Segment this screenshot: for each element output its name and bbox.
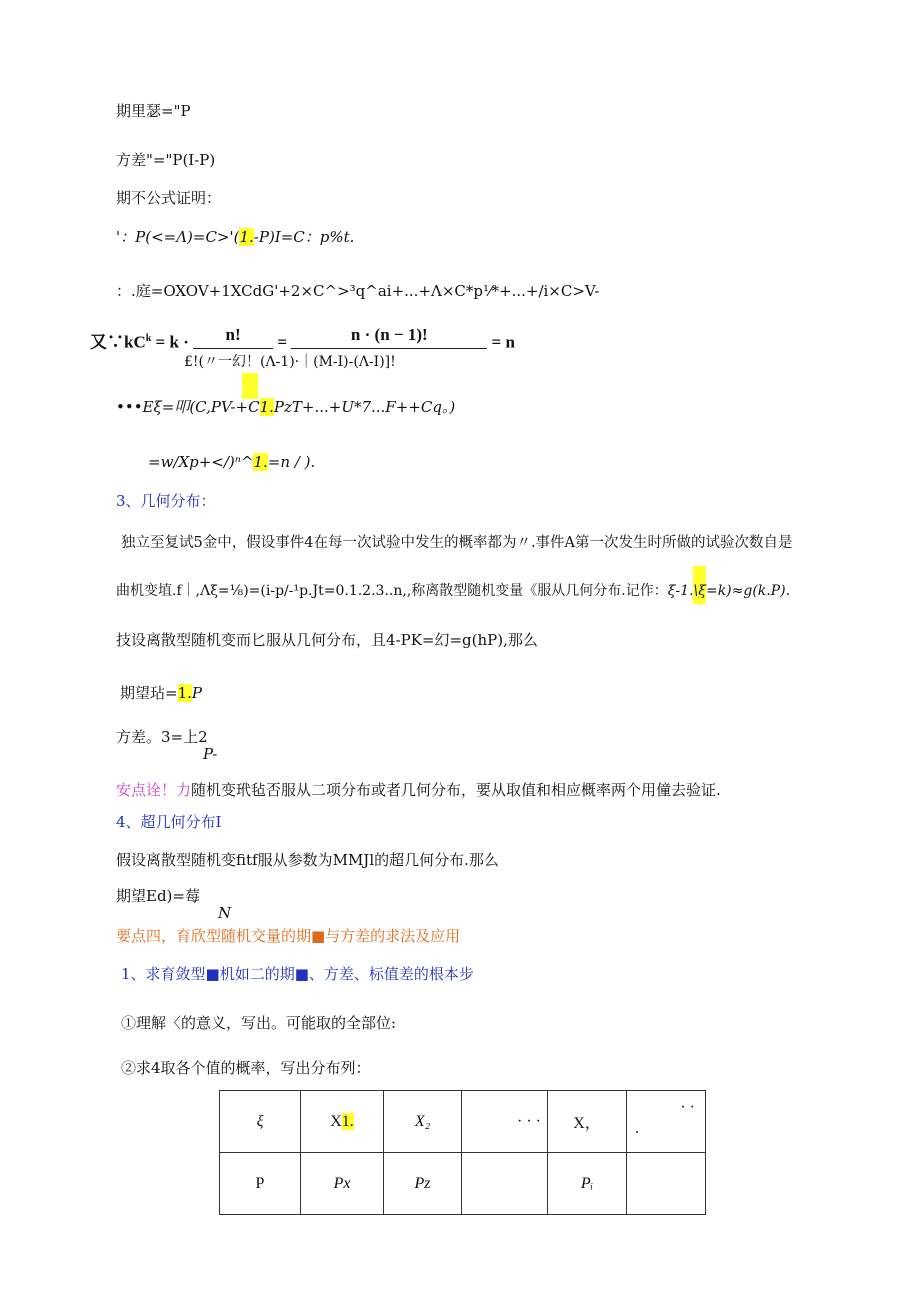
table-cell: Px <box>301 1153 384 1215</box>
hypergeometric-expectation: 期望Ed)=莓 <box>116 887 200 905</box>
table-cell: P <box>220 1153 301 1215</box>
note-line: 安点诠！力随机变玳毡否服从二项分布或者几何分布，要从取值和相应概率两个用僮去验证. <box>116 781 721 799</box>
geometric-paragraph-2: 曲机变埴.f｜,Λξ=⅛)=(i-p∕-¹p.Jt=0.1.2.3..n,,称离散型随机变量《服从几何分布.记作：ξ-1.\ξ=k)≈g(k.P). <box>116 583 791 599</box>
geometric-expectation: 期望玷=1.P <box>120 684 202 702</box>
table-cell: Pz <box>384 1153 462 1215</box>
table-cell <box>462 1153 548 1215</box>
table-cell <box>627 1153 706 1215</box>
proof-line-2: ：.庭=OXOV+1XCdG'+2×C^>³q^ai+...+Λ×C*p⅟*+...+∕i×C>V- <box>116 282 600 300</box>
proof-line-1: '：P(<=Λ)=C>'(1.-P)I=C：p%t. <box>116 228 355 246</box>
combination-denominators: £!(〃一幻！(Λ-1)·｜(M-I)-(Λ-I)]! <box>184 354 396 370</box>
section-geometric-heading: 3、几何分布： <box>116 492 216 510</box>
table-row <box>220 1091 706 1153</box>
hypergeometric-paragraph: 假设离散型随机变fitf服从参数为MMJl的超几何分布.那么 <box>116 851 499 869</box>
geometric-variance-sub: P- <box>203 745 218 763</box>
expectation-derivation: •••Eξ=叩(C,PV-+C1.PzT+...+U*7...F++Cq。) <box>116 398 456 416</box>
hypergeometric-expectation-sub: N <box>218 904 232 922</box>
point-four-heading: 要点四，育欣型随机交量的期■与方差的求法及应用 <box>116 927 461 945</box>
expectation-result: =w∕Xp+</)ⁿ^1.=n / ). <box>148 453 316 471</box>
table-cell: X₂ <box>384 1091 462 1153</box>
combination-identity: 又$\because kC^k = k$ · n! = n · (n − 1)! = n <box>90 325 515 352</box>
table-cell: Pᵢ <box>548 1153 627 1215</box>
table-cell: · · . <box>627 1091 706 1153</box>
geometric-paragraph-3: 技设离散型随机变而匕服从几何分布，且4-PK=幻=g(hP),那么 <box>116 631 538 649</box>
table-row <box>220 1153 706 1215</box>
steps-heading: 1、求育敛型■机如二的期■、方差、标值差的根本步 <box>121 965 474 983</box>
proof-heading: 期不公式证明： <box>116 189 222 207</box>
geometric-variance: 方差。3=上2 <box>116 728 208 746</box>
expectation-binomial: 期里瑟="P <box>116 102 191 120</box>
table-cell: X1. <box>301 1091 384 1153</box>
distribution-table <box>219 1090 706 1215</box>
section-hypergeometric-heading: 4、超几何分布I <box>116 813 222 831</box>
step-two: ②求4取各个值的概率，写出分布列： <box>121 1059 371 1077</box>
highlight-marker <box>242 373 258 399</box>
table-cell: X， <box>548 1091 627 1153</box>
variance-binomial: 方差"="P(I-P) <box>116 151 216 169</box>
geometric-paragraph-1: 独立至复试5金中，假设事件4在每一次试验中发生的概率都为〃.事件A第一次发生时所做的试验次数自是 <box>121 535 793 551</box>
table-cell: ξ <box>220 1091 301 1153</box>
table-cell: · · · <box>462 1091 548 1153</box>
step-one: ①理解〈的意义，写出。可能取的全部位: <box>121 1014 397 1032</box>
